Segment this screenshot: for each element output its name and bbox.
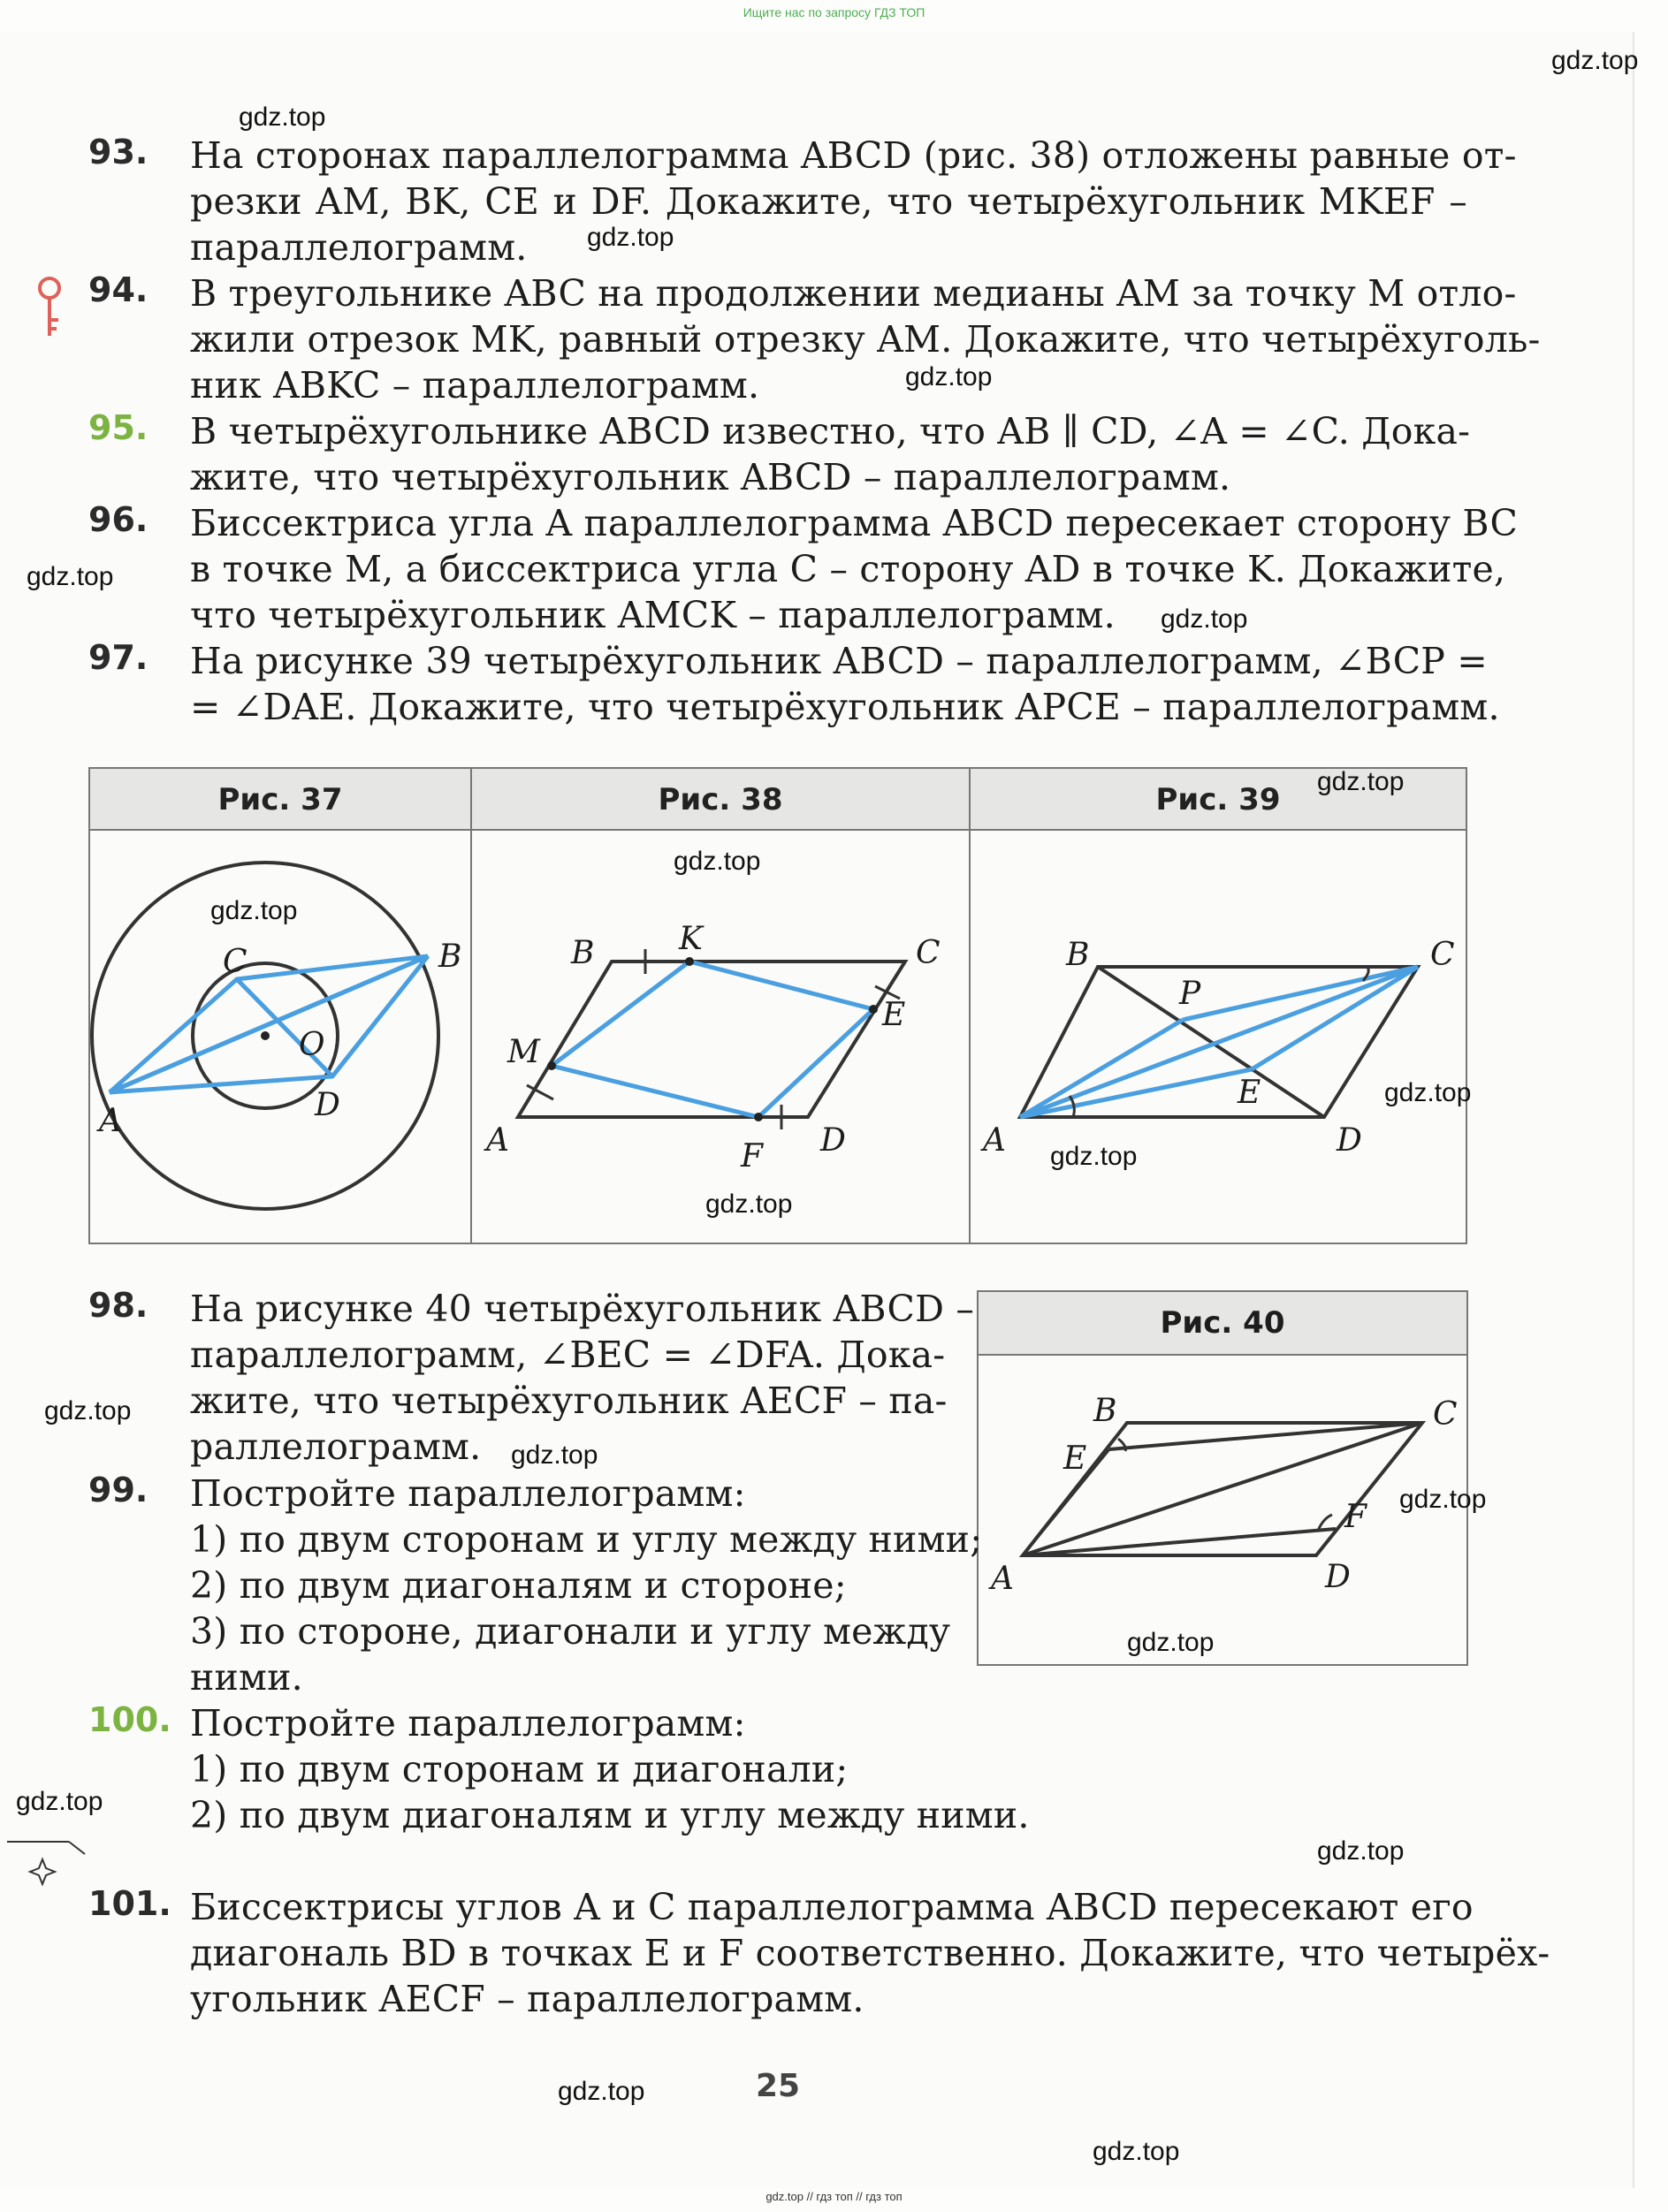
watermark: gdz.top (1551, 46, 1639, 75)
fig37-cell (90, 769, 472, 1243)
key-icon (32, 276, 67, 339)
problem-93-line-1: На сторонах параллелограмма ABCD (рис. 38) отложены равные от- (190, 134, 1517, 177)
fig40-drawing (979, 1354, 1466, 1665)
problem-99-line-2: 1) по двум сторонам и углу между ними; (190, 1518, 983, 1561)
fig38-label-k: K (679, 921, 703, 957)
watermark: gdz.top (1399, 1485, 1487, 1514)
problem-96-line-2: в точке M, а биссектриса угла C – сторону AD в точке K. Докажите, (190, 548, 1506, 590)
watermark: gdz.top (1093, 2137, 1180, 2166)
problem-94-line-1: В треугольнике ABC на продолжении медианы AM за точку M отло- (190, 272, 1517, 315)
fig38-title: Рис. 38 (472, 769, 969, 831)
fig39-label-a: A (983, 1122, 1006, 1159)
fig38-label-a: A (486, 1122, 509, 1159)
fig37-title: Рис. 37 (90, 769, 470, 831)
fig38-label-f: F (741, 1138, 763, 1174)
problem-96-line-3: что четырёхугольник AMCK – параллелограмм. (190, 594, 1116, 636)
fig38-label-m: M (507, 1034, 540, 1070)
watermark: gdz.top (511, 1440, 598, 1470)
problem-97-line-1: На рисунке 39 четырёхугольник ABCD – параллелограмм, ∠BCP = (190, 640, 1488, 682)
fig39-drawing (971, 831, 1466, 1241)
watermark: gdz.top (16, 1787, 103, 1816)
problem-100-number: 100. (88, 1700, 171, 1739)
watermark: gdz.top (1317, 1836, 1405, 1866)
problem-100-line-3: 2) по двум диагоналям и углу между ними. (190, 1794, 1030, 1836)
watermark: gdz.top (27, 562, 114, 591)
fig38-label-b: B (571, 935, 595, 971)
figures-table (88, 767, 1467, 1244)
problem-98-line-4: раллелограмм. (190, 1425, 482, 1468)
problem-100-line-1: Постройте параллелограмм: (190, 1702, 746, 1745)
watermark: gdz.top (44, 1396, 132, 1425)
fig40-box (977, 1290, 1468, 1666)
problem-99-line-3: 2) по двум диагоналям и стороне; (190, 1564, 847, 1607)
problem-98-line-2: параллелограмм, ∠BEC = ∠DFA. Дока- (190, 1334, 946, 1376)
fig38-label-c: C (916, 935, 941, 971)
fig38-cell (472, 769, 971, 1243)
fig40-label-b: B (1093, 1393, 1117, 1429)
problem-96-line-1: Биссектриса угла A параллелограмма ABCD пересекает сторону BC (190, 502, 1519, 544)
watermark: gdz.top (587, 223, 674, 252)
problem-94-line-2: жили отрезок MK, равный отрезку AM. Докажите, что четырёхуголь- (190, 318, 1541, 361)
fig40-label-a: A (991, 1561, 1014, 1597)
fig39-label-b: B (1066, 937, 1090, 973)
fig37-label-o: O (299, 1027, 325, 1063)
bottom-note[interactable]: gdz.top // гдз топ // гдз топ (765, 2190, 903, 2203)
problem-94-line-3: ник ABKC – параллелограмм. (190, 364, 760, 407)
watermark: gdz.top (1127, 1628, 1215, 1657)
fig39-cell (971, 769, 1466, 1243)
fig37-label-b: B (438, 939, 462, 975)
problem-97-line-2: = ∠DAE. Докажите, что четырёхугольник APCE – параллелограмм. (190, 686, 1500, 728)
problem-99-line-4: 3) по стороне, диагонали и углу между (190, 1610, 951, 1653)
fig40-label-c: C (1433, 1396, 1458, 1433)
problem-95-number: 95. (88, 408, 149, 447)
problem-101-line-2: диагональ BD в точках E и F соответственно. Докажите, что четырёх- (190, 1932, 1550, 1974)
problem-99-line-5: ними. (190, 1656, 303, 1699)
fig38-label-e: E (882, 997, 906, 1033)
problem-98-line-3: жите, что четырёхугольник AECF – па- (190, 1380, 948, 1422)
fig39-label-c: C (1430, 937, 1455, 973)
watermark: gdz.top (1050, 1142, 1138, 1171)
fig39-label-d: D (1337, 1122, 1362, 1159)
problem-95-line-2: жите, что четырёхугольник ABCD – параллелограмм. (190, 456, 1231, 498)
watermark: gdz.top (905, 362, 993, 391)
fig37-label-d: D (315, 1087, 340, 1123)
problem-97-number: 97. (88, 638, 149, 677)
fig40-label-e: E (1063, 1440, 1087, 1477)
problem-99-line-1: Постройте параллелограмм: (190, 1472, 746, 1515)
watermark: gdz.top (705, 1190, 793, 1219)
page-number: 25 (756, 2068, 801, 2104)
fig39-label-e: E (1238, 1075, 1261, 1111)
problem-93-line-3: параллелограмм. (190, 226, 528, 269)
fig40-label-d: D (1325, 1559, 1351, 1595)
problem-101-line-3: угольник AECF – параллелограмм. (190, 1978, 864, 2020)
watermark: gdz.top (210, 896, 298, 925)
watermark: gdz.top (239, 103, 326, 132)
problem-101-line-1: Биссектрисы углов A и C параллелограмма ABCD пересекают его (190, 1886, 1474, 1928)
problem-98-number: 98. (88, 1286, 149, 1325)
problem-98-line-1: На рисунке 40 четырёхугольник ABCD – (190, 1288, 975, 1330)
fig37-label-c: C (223, 944, 248, 980)
problem-100-line-2: 1) по двум сторонам и диагонали; (190, 1748, 849, 1790)
watermark: gdz.top (674, 847, 761, 876)
watermark: gdz.top (1384, 1078, 1472, 1107)
watermark: gdz.top (1317, 767, 1405, 796)
fig37-label-a: A (99, 1103, 122, 1139)
divider-diamond-icon (7, 1833, 87, 1886)
fig38-label-d: D (820, 1122, 846, 1159)
fig40-title: Рис. 40 (979, 1292, 1466, 1356)
problem-94-number: 94. (88, 270, 149, 309)
fig38-drawing (472, 831, 969, 1241)
problem-95-line-1: В четырёхугольнике ABCD известно, что AB ∥ CD, ∠A = ∠C. Дока- (190, 410, 1471, 452)
fig40-label-f: F (1344, 1499, 1367, 1535)
top-note[interactable]: Ищите нас по запросу ГДЗ ТОП (743, 5, 925, 19)
problem-93-number: 93. (88, 133, 149, 171)
problem-96-number: 96. (88, 500, 149, 539)
watermark: gdz.top (558, 2077, 645, 2106)
problem-101-number: 101. (88, 1884, 171, 1923)
fig39-label-p: P (1179, 976, 1201, 1012)
problem-99-number: 99. (88, 1471, 149, 1509)
problem-93-line-2: резки AM, BK, CE и DF. Докажите, что четырёхугольник MKEF – (190, 180, 1467, 223)
watermark: gdz.top (1161, 604, 1248, 634)
fig39-title: Рис. 39 (971, 769, 1466, 831)
fig37-drawing (90, 831, 470, 1241)
